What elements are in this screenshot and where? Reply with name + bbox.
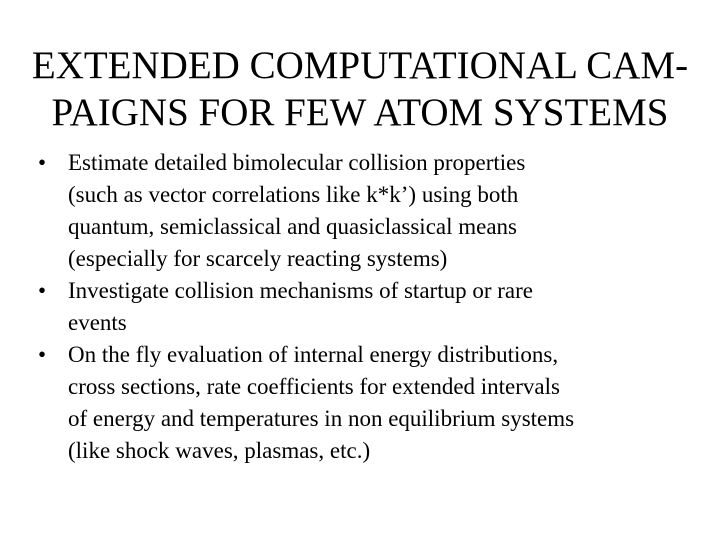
bullet-1-line-1: Estimate detailed bimolecular collision properties: [68, 150, 526, 175]
slide-title: [0, 42, 720, 136]
bullet-2-line-2: events: [68, 310, 127, 335]
bullet-3-line-3: of energy and temperatures in non equilibrium systems: [68, 406, 575, 431]
bullet-item-2: [38, 275, 708, 339]
bullet-1-line-3: quantum, semiclassical and quasiclassical means: [68, 214, 518, 239]
bullet-icon: •: [38, 342, 47, 367]
slide-title-line-2: PAIGNS FOR FEW ATOM SYSTEMS: [51, 91, 669, 134]
bullet-1-line-4: (especially for scarcely reacting systems): [68, 246, 448, 271]
bullet-3-line-4: (like shock waves, plasmas, etc.): [68, 438, 371, 463]
bullet-icon: •: [38, 150, 47, 175]
bullet-icon: •: [38, 278, 47, 303]
bullet-item-1: [38, 147, 708, 275]
slide-title-line-1: EXTENDED COMPUTATIONAL CAM-: [31, 44, 689, 87]
bullet-list: [38, 147, 708, 467]
bullet-2-line-1: Investigate collision mechanisms of startup or rare: [68, 278, 533, 303]
bullet-3-line-1: On the fly evaluation of internal energy distributions,: [68, 342, 559, 367]
bullet-3-line-2: cross sections, rate coefficients for extended intervals: [68, 374, 560, 399]
bullet-1-line-2: (such as vector correlations like k*k’) using both: [68, 182, 519, 207]
bullet-item-3: [38, 339, 708, 467]
